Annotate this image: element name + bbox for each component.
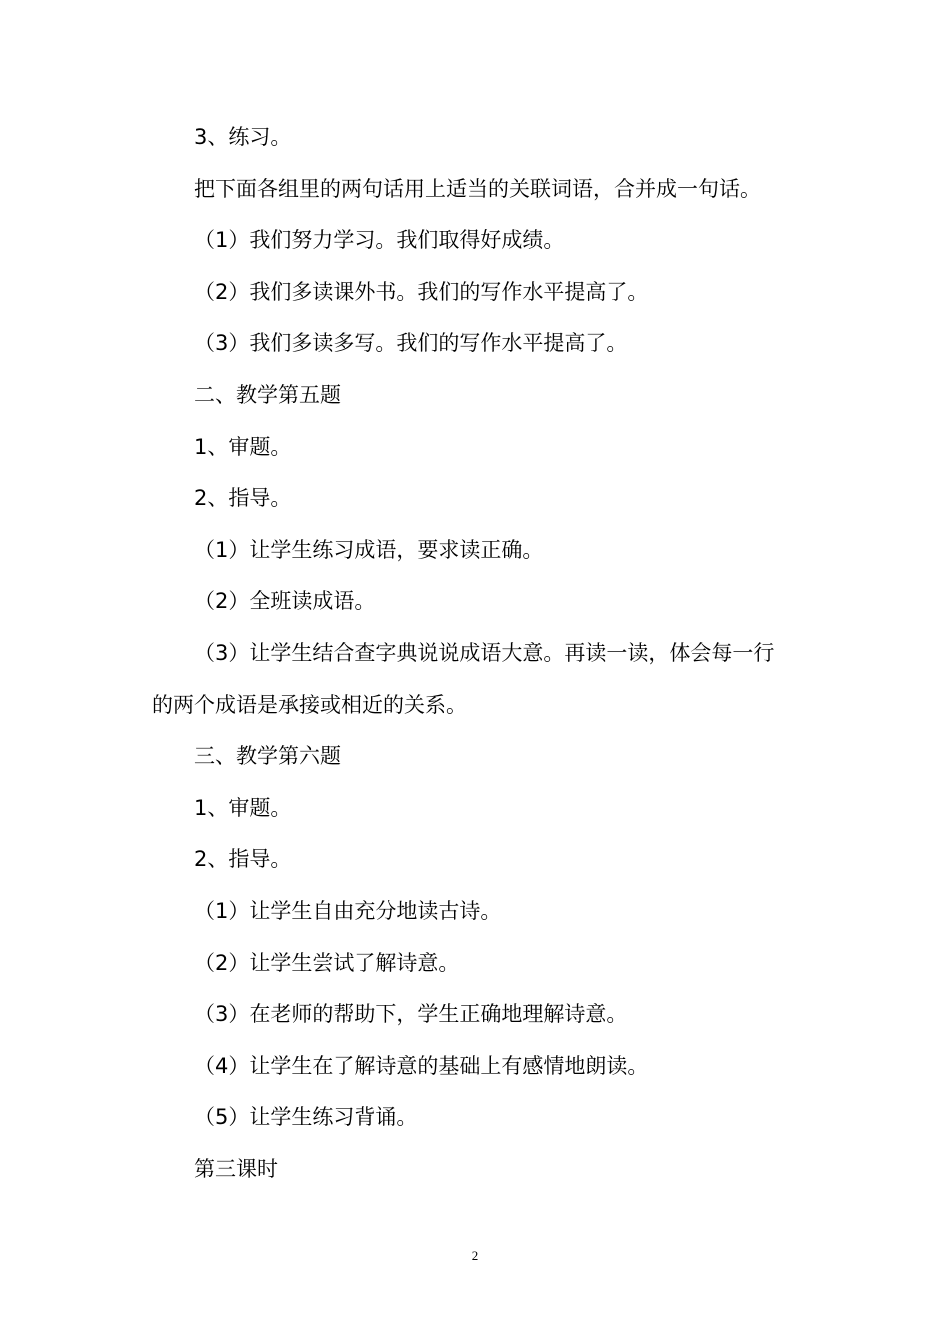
paragraph: 3、练习。 [194, 125, 292, 149]
document-body [152, 112, 792, 1195]
paragraph: （4）让学生在了解诗意的基础上有感情地朗读。 [194, 1053, 649, 1078]
paragraph: 2、指导。 [194, 486, 292, 511]
paragraph: （1）让学生自由充分地读古诗。 [194, 898, 502, 923]
paragraph: （2）全班读成语。 [194, 589, 376, 614]
section-heading: 第三课时 [194, 1156, 278, 1181]
paragraph: （3）在老师的帮助下，学生正确地理解诗意。 [194, 1002, 628, 1027]
paragraph: （3）让学生结合查字典说说成语大意。再读一读，体会每一行的两个成语是承接或相近的关系。 [152, 640, 775, 717]
paragraph: 2、指导。 [194, 847, 292, 872]
paragraph: （5）让学生练习背诵。 [194, 1105, 418, 1130]
paragraph: 1、审题。 [194, 795, 292, 820]
paragraph: （3）我们多读多写。我们的写作水平提高了。 [194, 331, 628, 356]
page-number: 2 [471, 1248, 479, 1263]
section-heading: 三、教学第六题 [194, 744, 341, 769]
paragraph: （2）让学生尝试了解诗意。 [194, 950, 460, 975]
paragraph: 1、审题。 [194, 434, 292, 459]
section-heading: 二、教学第五题 [194, 382, 341, 407]
paragraph: （1）让学生练习成语，要求读正确。 [194, 537, 544, 562]
paragraph: （2）我们多读课外书。我们的写作水平提高了。 [194, 279, 649, 304]
paragraph: （1）我们努力学习。我们取得好成绩。 [194, 228, 565, 253]
paragraph: 把下面各组里的两句话用上适当的关联词语，合并成一句话。 [194, 176, 761, 201]
